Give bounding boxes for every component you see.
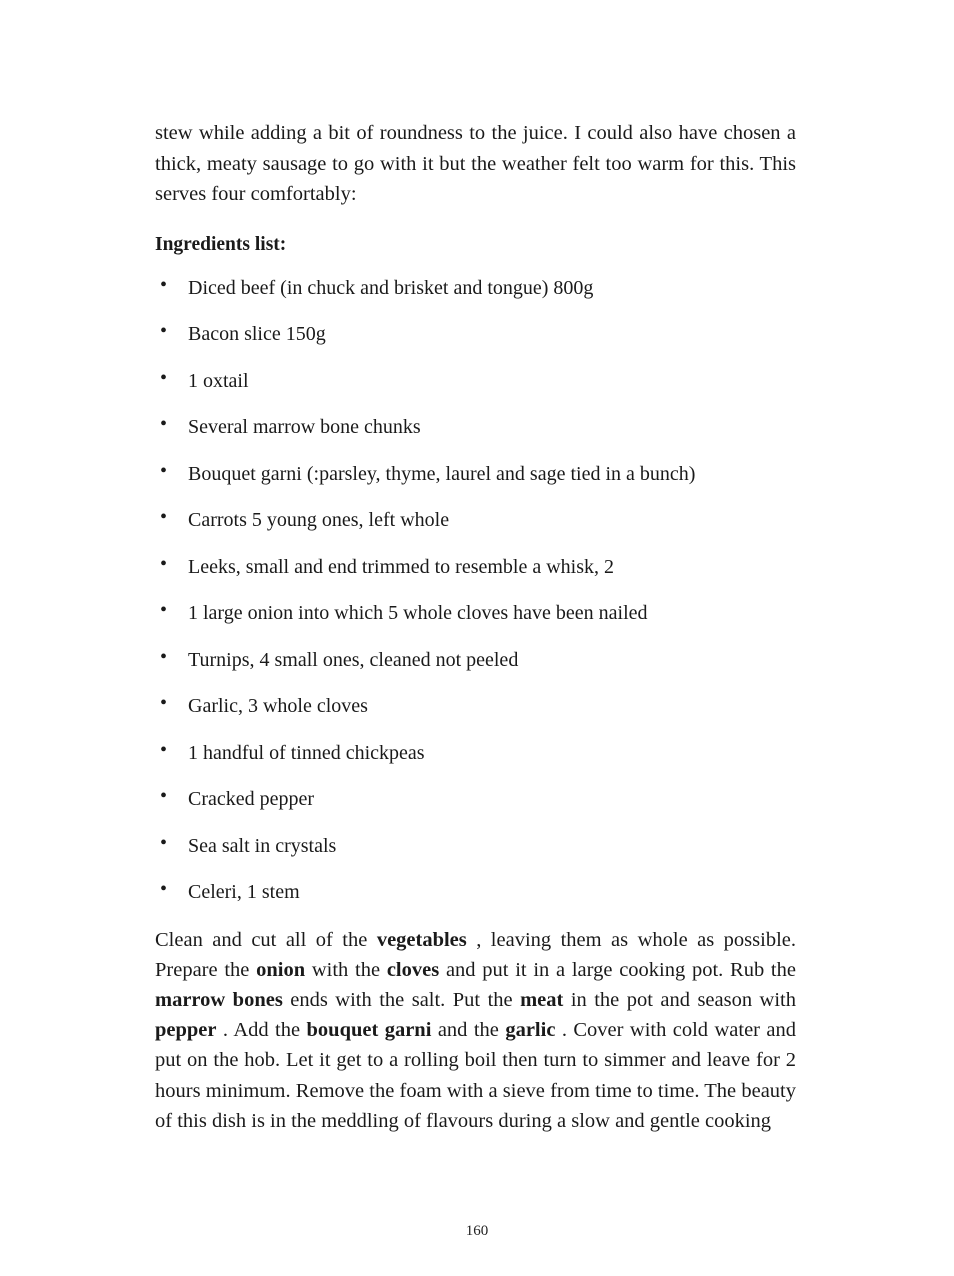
- method-emphasis-meat: meat: [520, 988, 564, 1011]
- bullet-icon: •: [160, 738, 168, 761]
- method-text: ends with the salt. Put the: [282, 988, 521, 1011]
- list-item: [155, 413, 796, 441]
- bullet-icon: •: [160, 552, 168, 575]
- list-item-label: Cracked pepper: [188, 788, 315, 810]
- method-emphasis-garlic: garlic: [505, 1019, 556, 1042]
- list-item-label: Garlic, 3 whole cloves: [188, 695, 368, 717]
- list-item: [155, 320, 796, 348]
- method-emphasis-pepper: pepper: [155, 1019, 217, 1042]
- method-emphasis-onion: onion: [256, 958, 306, 981]
- list-item-label: Leeks, small and end trimmed to resemble a whisk, 2: [188, 555, 615, 578]
- list-item-label: 1 oxtail: [188, 369, 249, 392]
- list-item: [155, 832, 796, 860]
- list-item: [155, 274, 796, 302]
- ingredients-list: [155, 274, 796, 907]
- page-number: 160: [465, 1223, 489, 1239]
- list-item: [155, 878, 796, 906]
- list-item: [155, 646, 796, 674]
- list-item-label: Diced beef (in chuck and brisket and tongue) 800g: [188, 276, 594, 299]
- list-item-label: Bacon slice 150g: [188, 323, 326, 345]
- bullet-icon: •: [160, 599, 168, 621]
- list-item: [155, 692, 796, 720]
- bullet-icon: •: [160, 366, 168, 389]
- list-item: [155, 506, 796, 534]
- bullet-icon: •: [160, 692, 168, 714]
- list-item-label: Several marrow bone chunks: [188, 416, 421, 438]
- list-item: [155, 367, 796, 395]
- list-item-label: 1 handful of tinned chickpeas: [188, 741, 425, 764]
- list-item: [155, 739, 796, 767]
- list-item-label: Turnips, 4 small ones, cleaned not peeled: [188, 648, 519, 671]
- list-item-label: Sea salt in crystals: [188, 834, 337, 857]
- method-text: with the: [305, 958, 387, 981]
- list-item-label: Bouquet garni (:parsley, thyme, laurel and sage tied in a bunch): [188, 462, 696, 485]
- intro-paragraph: stew while adding a bit of roundness to the juice. I could also have chosen a thick, meaty sausage to go with it but the weather felt too warm for this. This serves four comfortably:: [155, 122, 796, 205]
- bullet-icon: •: [160, 506, 168, 528]
- page-content: [155, 118, 796, 1156]
- list-item-label: 1 large onion into which 5 whole cloves have been nailed: [188, 602, 648, 624]
- ingredients-heading: Ingredients list:: [155, 233, 287, 255]
- list-item: [155, 553, 796, 581]
- list-item: [155, 599, 796, 627]
- method-text: . Add the: [216, 1019, 307, 1042]
- method-emphasis-cloves: cloves: [386, 958, 440, 981]
- method-text: and put it in a large cooking pot. Rub the: [439, 958, 796, 981]
- method-emphasis-marrow-bones: marrow bones: [155, 988, 283, 1011]
- bullet-icon: •: [160, 878, 168, 900]
- method-text: Clean and cut all of the: [155, 928, 377, 951]
- bullet-icon: •: [160, 413, 168, 435]
- method-text: and the: [431, 1019, 506, 1042]
- method-text: , leaving them as whole as possible. Prepare the: [155, 928, 796, 981]
- bullet-icon: •: [160, 831, 168, 854]
- bullet-icon: •: [160, 459, 168, 482]
- method-emphasis-vegetables: vegetables: [376, 928, 467, 951]
- list-item-label: Celeri, 1 stem: [188, 881, 300, 903]
- bullet-icon: •: [160, 320, 168, 342]
- list-item-label: Carrots 5 young ones, left whole: [188, 509, 450, 531]
- bullet-icon: •: [160, 645, 168, 668]
- method-text: in the pot and season with: [563, 988, 797, 1011]
- bullet-icon: •: [160, 785, 168, 807]
- bullet-icon: •: [160, 273, 168, 296]
- method-paragraph: [155, 925, 796, 1136]
- method-text: . Cover with cold water and put on the hob. Let it get to a rolling boil then turn to simmer and leave for 2 hours minimum. Remove the foam with a sieve from time to time. The beauty of this dish is in the meddling of flavours during a slow and gentle cooking: [155, 1019, 797, 1132]
- list-item: [155, 460, 796, 488]
- method-emphasis-bouquet-garni: bouquet garni: [306, 1019, 432, 1042]
- list-item: [155, 785, 796, 813]
